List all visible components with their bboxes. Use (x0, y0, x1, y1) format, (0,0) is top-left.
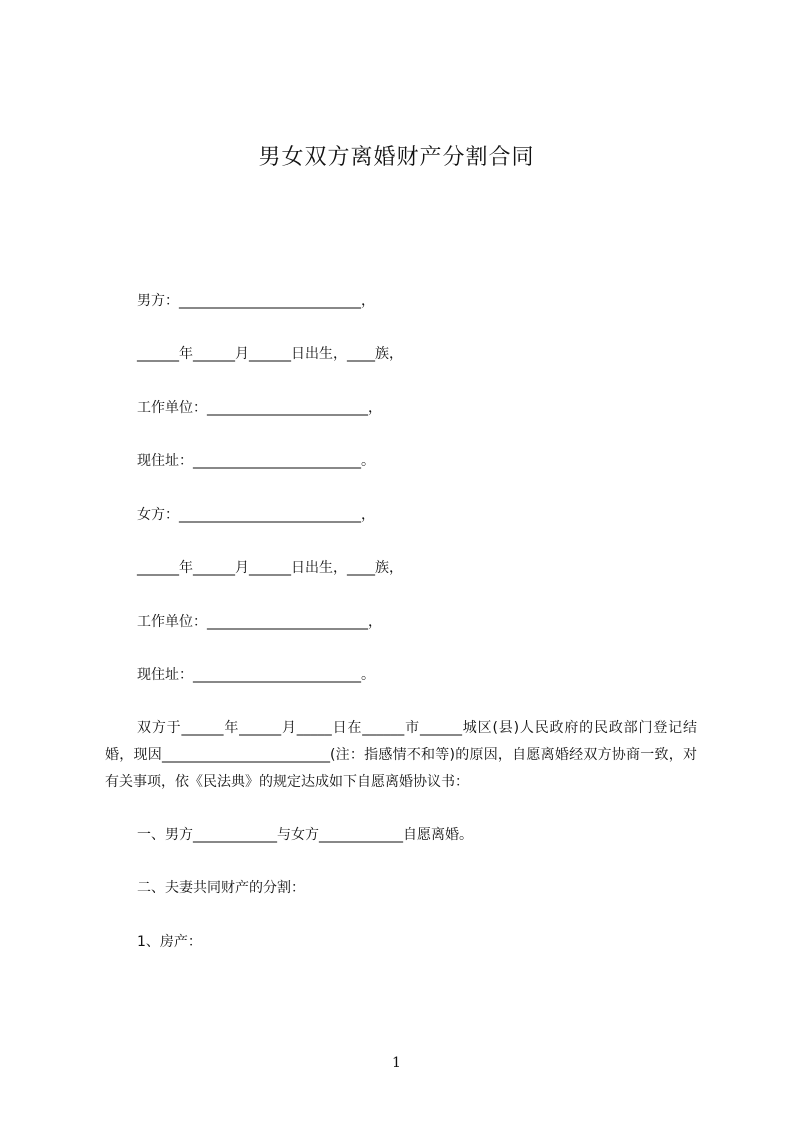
male-address-line: 现住址：________________________。 (137, 453, 375, 469)
female-address-line: 现住址：________________________。 (137, 667, 375, 683)
female-work-line: 工作单位：_______________________， (137, 614, 382, 630)
clause-2: 二、夫妻共同财产的分割： (137, 880, 305, 896)
document-title: 男女双方离婚财产分割合同 (258, 145, 535, 170)
clause-1: 一、男方____________与女方____________自愿离婚。 (137, 827, 473, 843)
marriage-paragraph-text: 双方于______年______月_____日在______市______城区(县)人民政府的民政部门登记结婚，现因________________________(注：指感情不和等)的原因，自愿离婚经双方协商一致，对有关事项，依《民法典》的规定达成如下自愿离婚协议书： (105, 720, 697, 790)
clause-2-1: 1、房产： (137, 934, 202, 950)
male-birth-line: ______年______月______日出生，____族， (137, 346, 403, 362)
female-party-line: 女方：__________________________， (137, 507, 375, 523)
female-birth-line: ______年______月______日出生，____族， (137, 560, 403, 576)
male-party-line: 男方：__________________________， (137, 293, 375, 309)
page-number: 1 (392, 1055, 401, 1071)
marriage-paragraph (105, 715, 697, 796)
male-work-line: 工作单位：_______________________， (137, 400, 382, 416)
